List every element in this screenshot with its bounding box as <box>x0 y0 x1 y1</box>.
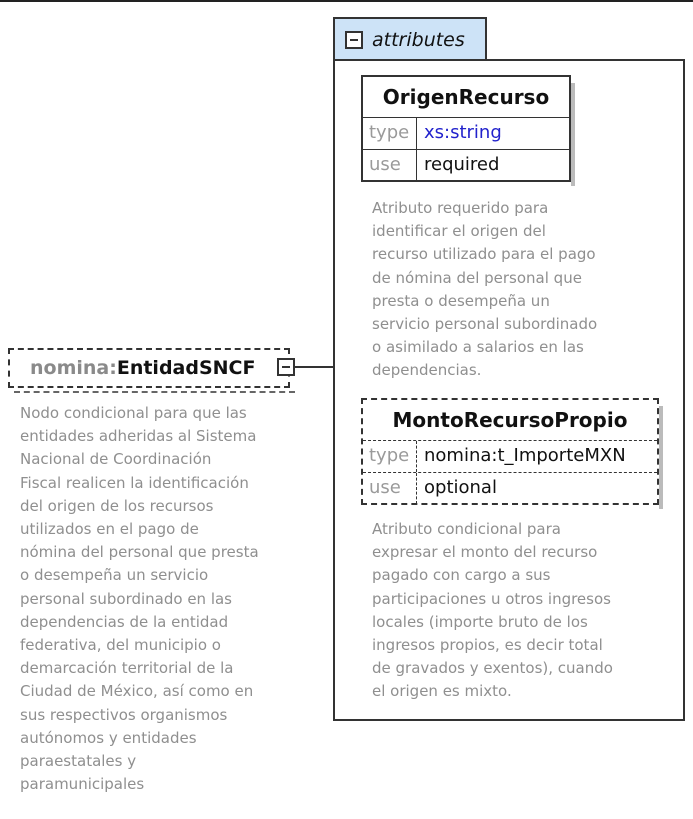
description-line: entidades adheridas al Sistema <box>20 427 257 446</box>
element-node-entidadsncf[interactable] <box>8 348 290 388</box>
attribute-type-row <box>363 440 657 472</box>
description-line: el origen es mixto. <box>372 682 512 701</box>
description-line: locales (importe bruto de los <box>372 612 588 631</box>
description-line: o desempeña un servicio <box>20 566 209 585</box>
description-line: Atributo condicional para <box>372 520 561 538</box>
description-line: dependencias de la entidad <box>20 612 229 631</box>
description-line: presta o desempeña un <box>372 291 550 310</box>
description-line: identificar el origen del <box>372 222 546 241</box>
type-value-link[interactable]: xs:string <box>424 122 502 143</box>
description-line: personal subordinado en las <box>20 589 232 608</box>
description-line: pagado con cargo a sus <box>372 566 551 585</box>
attribute-description <box>372 518 672 704</box>
description-line: expresar el monto del recurso <box>372 543 598 562</box>
element-name: EntidadSNCF <box>116 357 256 379</box>
description-line: sus respectivos organismos <box>20 705 228 724</box>
attributes-tab[interactable] <box>333 17 487 61</box>
description-line: utilizados en el pago de <box>20 520 199 539</box>
description-line: del origen de los recursos <box>20 496 214 515</box>
description-line: ingresos propios, es decir total <box>372 636 603 655</box>
description-line: servicio personal subordinado <box>372 315 598 334</box>
attribute-use-row <box>363 472 657 504</box>
description-line: recurso utilizado para el pago <box>372 245 596 264</box>
attributes-title: attributes <box>372 29 465 51</box>
description-line: demarcación territorial de la <box>20 659 234 678</box>
element-description <box>20 402 310 796</box>
description-line: Ciudad de México, así como en <box>20 682 254 701</box>
description-line: paramunicipales <box>20 775 145 794</box>
attribute-description <box>372 197 652 383</box>
attribute-origenrecurso[interactable] <box>361 75 571 182</box>
type-value: nomina:t_ImporteMXN <box>424 445 626 466</box>
collapse-toggle-icon[interactable] <box>277 358 295 376</box>
collapse-toggle-icon[interactable] <box>345 31 363 49</box>
attribute-use-row <box>363 149 569 181</box>
attribute-name: MontoRecursoPropio <box>392 408 628 432</box>
description-line: Fiscal realicen la identificación <box>20 473 249 492</box>
connector-line <box>295 366 333 368</box>
attribute-name: OrigenRecurso <box>382 85 550 109</box>
type-label: type <box>363 441 417 472</box>
use-label: use <box>363 473 417 504</box>
description-line: Nodo condicional para que las <box>20 404 247 422</box>
description-line: nómina del personal que presta <box>20 543 259 562</box>
description-line: de gravados y exentos), cuando <box>372 659 613 678</box>
attribute-montorecursopropio[interactable] <box>361 398 659 505</box>
description-line: de nómina del personal que <box>372 268 582 287</box>
use-label: use <box>363 150 417 181</box>
description-line: participaciones u otros ingresos <box>372 589 611 608</box>
top-border-line <box>0 0 693 2</box>
description-line: federativa, del municipio o <box>20 636 221 655</box>
use-value: required <box>424 154 500 175</box>
element-prefix: nomina: <box>30 357 117 379</box>
description-line: dependencias. <box>372 361 482 380</box>
description-line: autónomos y entidades <box>20 728 197 747</box>
description-line: o asimilado a salarios en las <box>372 338 584 357</box>
type-label: type <box>363 118 417 149</box>
attribute-type-row <box>363 117 569 149</box>
element-label <box>10 357 255 379</box>
description-line: Atributo requerido para <box>372 199 549 217</box>
use-value: optional <box>424 477 497 498</box>
description-line: paraestatales y <box>20 752 137 771</box>
description-line: Nacional de Coordinación <box>20 450 212 469</box>
